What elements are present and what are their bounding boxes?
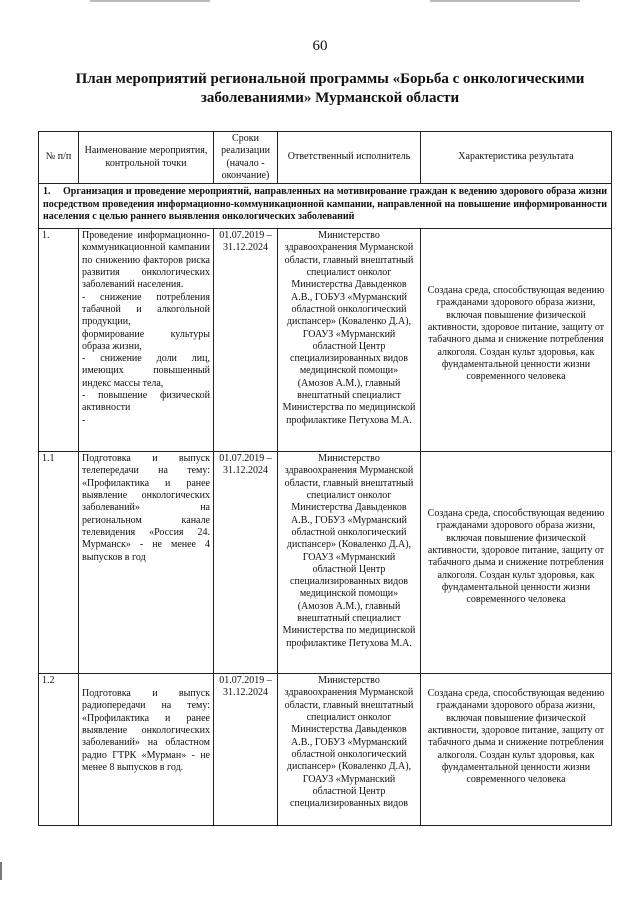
row-name-text: Проведение информационно-коммуникационной кампании по снижению факторов риска развития онкологических заболеваний населения.	[82, 230, 210, 291]
row-num: 1.1	[39, 452, 79, 674]
document-title: План мероприятий региональной программы «Борьба с онкологическими заболеваниями» Мурманской области	[75, 71, 585, 106]
table-row	[39, 229, 612, 452]
row-responsible: Министерство здравоохранения Мурманской области, главный внештатный специалист онколог Министерства Давыденков А.В., ГОБУЗ «Мурманский областной онкологический диспансер» (Коваленко Д.А), ГОАУЗ «Мурманский областной Центр специализированных видов	[278, 674, 421, 826]
row-result: Создана среда, способствующая ведению гражданами здорового образа жизни, включая повышение физической активности, здоровое питание, защиту от табачного дыма и снижение потребления алкоголя. Создан культ здоровья, как фундаментальной ценности жизни современного человека	[421, 674, 612, 826]
scan-edge-line	[90, 0, 210, 2]
header-responsible: Ответственный исполнитель	[278, 132, 421, 184]
plan-table	[38, 131, 612, 826]
row-name-item: -	[82, 414, 86, 426]
section-number: 1.	[43, 186, 51, 198]
row-responsible: Министерство здравоохранения Мурманской области, главный внештатный специалист онколог Министерства Давыденков А.В., ГОБУЗ «Мурманский областной онкологический диспансер» (Коваленко Д.А), ГОАУЗ «Мурманский областной Центр специализированных видов медицинской помощи» (Амозов А.М.), главный внештатный специалист Министерства по медицинской профилактике Петухова М.А.	[278, 452, 421, 674]
section-cell	[39, 184, 612, 229]
row-num: 1.	[39, 229, 79, 452]
row-name-item: - повышение физической активности	[82, 390, 210, 414]
row-name: Подготовка и выпуск радиопередачи на тему: «Профилактика и ранее выявление онкологических заболеваний» на областном радио ГТРК «Мурман» - не менее 8 выпусков в год.	[79, 674, 214, 826]
scan-edge-mark	[0, 862, 2, 880]
row-term: 01.07.2019 – 31.12.2024	[214, 452, 278, 674]
row-num: 1.2	[39, 674, 79, 826]
row-name-item: - снижение доли лиц, имеющих повышенный индекс массы тела,	[82, 353, 210, 389]
row-name-item: формирование культуры образа жизни,	[82, 328, 210, 352]
header-term: Сроки реализации (начало - окончание)	[214, 132, 278, 184]
page-number: 60	[312, 38, 328, 54]
row-term: 01.07.2019 – 31.12.2024	[214, 229, 278, 452]
row-result: Создана среда, способствующая ведению гражданами здорового образа жизни, включая повышение физической активности, здоровое питание, защиту от табачного дыма и снижение потребления алкоголя. Создан культ здоровья, как фундаментальной ценности жизни современного человека	[421, 452, 612, 674]
section-text: Организация и проведение мероприятий, направленных на мотивирование граждан к ведению здорового образа жизни посредством проведения информационно-коммуникационной кампании, направленной на повышение информированности населения с целью раннего выявления онкологических заболеваний	[43, 186, 607, 223]
table-row	[39, 452, 612, 674]
header-name: Наименование мероприятия, контрольной точки	[79, 132, 214, 184]
header-result: Характеристика результата	[421, 132, 612, 184]
table-row	[39, 674, 612, 826]
row-result: Создана среда, способствующая ведению гражданами здорового образа жизни, включая повышение физической активности, здоровое питание, защиту от табачного дыма и снижение потребления алкоголя. Создан культ здоровья, как фундаментальной ценности жизни современного человека	[421, 229, 612, 452]
header-num: № п/п	[39, 132, 79, 184]
section-row	[39, 184, 612, 229]
row-term: 01.07.2019 – 31.12.2024	[214, 674, 278, 826]
row-responsible: Министерство здравоохранения Мурманской области, главный внештатный специалист онколог Министерства Давыденков А.В., ГОБУЗ «Мурманский областной онкологический диспансер» (Коваленко Д.А), ГОАУЗ «Мурманский областной Центр специализированных видов медицинской помощи» (Амозов А.М.), главный внештатный специалист Министерства по медицинской профилактике Петухова М.А.	[278, 229, 421, 452]
table-header-row	[39, 132, 612, 184]
scan-edge-line	[430, 0, 580, 2]
row-name-item: - снижение потребления табачной и алкогольной продукции,	[82, 291, 210, 328]
row-name: Подготовка и выпуск телепередачи на тему: «Профилактика и ранее выявление онкологических заболеваний» на региональном канале телевидения «Россия 24. Мурманск» - не менее 4 выпусков в год	[79, 452, 214, 674]
row-name	[79, 229, 214, 452]
